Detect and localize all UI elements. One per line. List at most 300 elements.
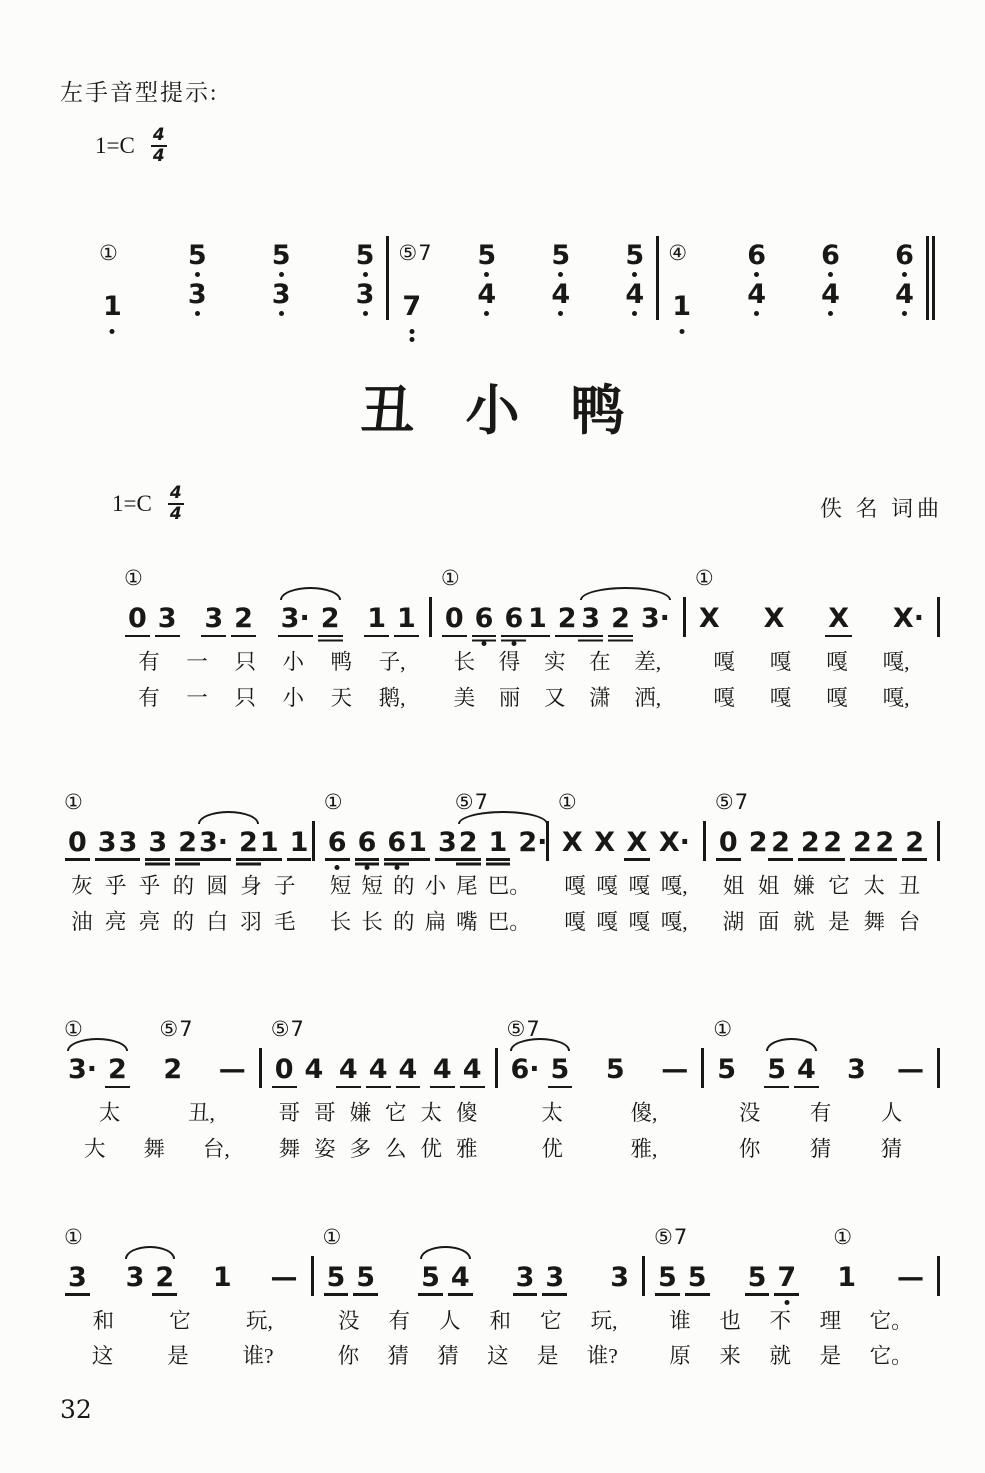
note [326, 1261, 347, 1293]
note-group [398, 240, 433, 322]
lyric-row-verse2 [314, 1344, 643, 1369]
lyric-syllable: 太 [98, 1101, 121, 1126]
note [510, 1054, 541, 1086]
note [846, 1054, 867, 1086]
note [796, 1054, 817, 1086]
chord-marker: ① [833, 1224, 854, 1249]
note [458, 826, 479, 858]
note-value: 4 [450, 1261, 470, 1293]
note [218, 1054, 247, 1086]
lyric-syllable: 又 [543, 686, 566, 711]
note-value: 3 [118, 826, 138, 858]
stack-note: 5 [187, 239, 207, 271]
key-main-tonic: 1=C [112, 491, 152, 517]
chord-marker: ① [557, 789, 578, 814]
lyric-syllable: 嘎, [660, 873, 688, 898]
lyric-row-verse2 [55, 910, 312, 935]
note-value: 2 [771, 826, 790, 858]
lyric-syllable: 谁? [242, 1344, 274, 1369]
lyric-syllable: 嘎, [882, 686, 910, 711]
chord-stack [625, 239, 645, 320]
lyric-syllable: 它。 [869, 1308, 913, 1333]
stack-note: 6 [747, 239, 766, 271]
octave-dot [195, 272, 200, 277]
lyric-syllable: 丑 [898, 873, 921, 898]
octave-dot [511, 641, 516, 646]
note-group [654, 1224, 708, 1293]
note [67, 826, 88, 858]
end-barline [937, 821, 940, 861]
note-group [269, 1261, 298, 1293]
lyric-syllable: 有 [138, 686, 160, 711]
octave-dot [784, 1300, 789, 1305]
lyric-row-verse2 [686, 686, 937, 711]
octave-dot [363, 272, 368, 277]
lyric-syllable: 有 [138, 650, 160, 675]
stack-note: 6 [895, 239, 914, 271]
stack-note: 3 [187, 278, 207, 310]
note-value: 1 [488, 826, 508, 858]
lyric-syllable: 这 [91, 1344, 114, 1369]
note-value: 2 [557, 603, 577, 635]
lyric-syllable: 就 [793, 909, 815, 934]
lyric-syllable: 巴。 [487, 909, 531, 934]
note-value: 2 [458, 826, 478, 858]
lyric-syllable: 原 [669, 1344, 691, 1369]
note-group [827, 603, 850, 635]
octave-dot [902, 272, 907, 277]
note-value: 3 [545, 1261, 565, 1293]
lyric-syllable: 多 [349, 1136, 372, 1161]
note-value: 2 [155, 1261, 175, 1293]
lyric-syllable: 优 [420, 1136, 442, 1161]
octave-dot [902, 311, 907, 316]
note-value: 2 [108, 1054, 127, 1086]
note [605, 1054, 626, 1086]
note-value: 3 [437, 826, 457, 858]
lyric-syllable: 它 [169, 1308, 191, 1333]
lyric-syllable: 这 [487, 1344, 509, 1369]
meter-main-denominator: 4 [169, 503, 182, 524]
key-signature-main [112, 482, 184, 524]
note-value: 2 [800, 826, 820, 858]
lyric-syllable: 理 [819, 1308, 842, 1333]
note [658, 826, 691, 858]
note [896, 1054, 925, 1086]
note [770, 826, 791, 858]
note-group [322, 1224, 377, 1293]
note [162, 1054, 183, 1086]
stack-note: 4 [625, 278, 645, 310]
octave-dot [679, 329, 684, 334]
note-value: X· [892, 603, 924, 635]
note [203, 603, 224, 635]
lyric-syllable: 鸭 [330, 650, 353, 675]
lyric-syllable: 太 [541, 1101, 563, 1126]
note-value: 3 [68, 1261, 87, 1293]
lyric-syllable: 来 [719, 1344, 741, 1369]
note-group [833, 1224, 857, 1293]
note-group [713, 1017, 737, 1086]
note-value: 5 [687, 1261, 707, 1293]
lyric-syllable: 长 [453, 650, 476, 675]
note-value: 1 [103, 290, 122, 322]
note-group [323, 789, 407, 858]
note-group [747, 239, 766, 320]
octave-dot [335, 865, 340, 870]
note [401, 290, 422, 322]
note [561, 826, 584, 858]
lyric-syllable: 嘎 [564, 873, 586, 898]
lyric-syllable: 子, [378, 650, 406, 675]
system-row [90, 192, 935, 320]
note [177, 826, 198, 858]
note [610, 603, 631, 635]
lyric-syllable: 小 [282, 650, 305, 675]
lyric-syllable: 它 [540, 1308, 562, 1333]
chord-marker: ① [322, 1224, 343, 1249]
note [212, 1261, 233, 1293]
lyric-syllable: 实 [543, 650, 566, 675]
note [904, 826, 925, 858]
notes-row [432, 566, 683, 635]
octave-dot [409, 337, 414, 342]
lyric-syllable: 嘴 [456, 909, 478, 934]
note-group [506, 1017, 571, 1086]
lyric-syllable: 它 [828, 873, 850, 898]
lyric-row-verse2 [706, 910, 937, 935]
octave-dots [335, 865, 340, 870]
note [125, 1261, 146, 1293]
note-value: 0 [68, 826, 87, 858]
note [836, 1261, 857, 1293]
note-group [892, 603, 925, 635]
note-value: 3 [581, 603, 601, 635]
note [822, 826, 843, 858]
note-group [895, 239, 914, 320]
note-group [440, 566, 524, 635]
lyric-syllable: 猜 [437, 1344, 459, 1369]
lyric-syllable: 优 [541, 1136, 563, 1161]
note-value: 3 [97, 826, 117, 858]
system-row [55, 1018, 940, 1161]
note-value: 1 [259, 826, 279, 858]
lyric-syllable: 一 [186, 686, 208, 711]
lyric-syllable: 小 [282, 686, 305, 711]
octave-dots [364, 865, 369, 870]
slur-arc [125, 1246, 176, 1259]
note-value: X· [658, 826, 690, 858]
lyric-row-verse2 [55, 1137, 259, 1162]
note [147, 826, 168, 858]
note-group [770, 826, 821, 858]
lyric-syllable: 是 [536, 1344, 559, 1369]
lyric-row-verse1 [115, 650, 429, 675]
note [386, 826, 407, 858]
composer-credit: 佚 名 词曲 [819, 496, 943, 522]
lyric-syllable: 嘎 [628, 873, 651, 898]
final-barline [926, 236, 935, 320]
notes-row [55, 1017, 259, 1086]
note [557, 603, 578, 635]
note-value: 3· [198, 826, 229, 858]
lyric-syllable: 台 [898, 909, 921, 934]
lyric-syllable: 有 [809, 1101, 832, 1126]
meter-fraction-top [151, 127, 167, 166]
notes-row [704, 1017, 937, 1086]
lyric-syllable: 太 [863, 873, 885, 898]
chord-marker: ⑤7 [506, 1017, 541, 1042]
measure [704, 1018, 937, 1161]
note-group [338, 1054, 418, 1086]
chord-marker: ① [99, 240, 119, 265]
note [238, 826, 259, 858]
note-value: 5 [767, 1054, 786, 1086]
note-value: 0 [274, 1054, 294, 1086]
note-value: 1 [397, 603, 416, 635]
note-group [747, 1261, 798, 1293]
note [368, 1054, 389, 1086]
lyric-syllable: 嘎 [564, 909, 586, 934]
note [357, 826, 378, 858]
note [289, 826, 310, 858]
notes-row [55, 789, 312, 858]
note [776, 1261, 797, 1293]
note-value: 0 [718, 826, 738, 858]
note [396, 603, 417, 635]
lyric-syllable: 长 [329, 909, 352, 934]
system [55, 1226, 940, 1369]
note [747, 1261, 768, 1293]
lyric-syllable: 它 [385, 1101, 407, 1126]
lyric-row-verse2 [704, 1137, 937, 1162]
lyric-syllable: 就 [769, 1344, 791, 1369]
octave-dot [558, 311, 563, 316]
lyric-syllable: 嘎 [713, 650, 735, 675]
notes-row [686, 566, 937, 635]
note-value: 2 [823, 826, 843, 858]
note-value: 1 [408, 826, 427, 858]
note-value: 5 [356, 1261, 376, 1293]
lyric-syllable: 的 [392, 909, 415, 934]
page-number: 32 [60, 1395, 92, 1425]
lyric-syllable: 么 [385, 1136, 407, 1161]
note [420, 1261, 441, 1293]
note-value: 3 [148, 826, 168, 858]
note-value: 6· [510, 1054, 540, 1086]
note [488, 826, 509, 858]
measure [706, 791, 937, 934]
note-group [355, 239, 375, 320]
lyric-row-verse1 [498, 1101, 702, 1126]
note-value: 4 [398, 1054, 418, 1086]
lyric-syllable: 子 [274, 873, 296, 898]
lyric-syllable: 嘎 [628, 909, 651, 934]
measure [55, 1226, 311, 1369]
note [544, 1261, 565, 1293]
note-value: 4 [304, 1054, 324, 1086]
lyric-syllable: 短 [329, 873, 352, 898]
notes-row [55, 1224, 311, 1293]
measure [315, 791, 546, 934]
lyric-syllable: 湖 [722, 909, 745, 934]
system-row [115, 567, 940, 710]
note [102, 290, 123, 322]
note-group [218, 1054, 247, 1086]
note [550, 1054, 571, 1086]
meter-top-numerator: 4 [152, 125, 165, 145]
lyric-syllable: 乎 [104, 873, 127, 898]
note-value: 1 [527, 603, 547, 635]
slur-arc [280, 587, 341, 600]
stack-note: 4 [895, 278, 914, 310]
lyric-syllable: 姐 [722, 873, 745, 898]
note [503, 603, 524, 635]
lyric-syllable: 嘎 [713, 686, 735, 711]
note-group [658, 826, 691, 858]
measure [314, 1226, 643, 1369]
notes-row [115, 566, 429, 635]
lyric-syllable: 毛 [274, 909, 296, 934]
lyric-syllable: 的 [392, 873, 415, 898]
note-value: 2 [320, 603, 340, 635]
slur-arc [198, 811, 259, 824]
lyric-syllable: 圆 [206, 873, 228, 898]
lyric-row-verse2 [432, 686, 683, 711]
note [67, 1054, 98, 1086]
note-value: 6 [387, 826, 407, 858]
note [127, 603, 148, 635]
lyric-syllable: 舞 [143, 1136, 165, 1161]
lyric-syllable: 丽 [498, 686, 521, 711]
measure [645, 1226, 937, 1369]
note-group [407, 826, 458, 858]
octave-dot [632, 311, 637, 316]
lyric-syllable: 不 [769, 1308, 791, 1333]
lyric-syllable: 的 [172, 873, 195, 898]
note-group [822, 826, 873, 858]
meter-top-denominator: 4 [152, 145, 165, 166]
chord-marker: ① [64, 1224, 84, 1249]
note [157, 603, 178, 635]
note-group [580, 603, 671, 635]
note [304, 1054, 325, 1086]
meter-fraction-main [168, 482, 184, 524]
note-group [159, 1017, 194, 1086]
lyric-syllable: 长 [361, 909, 383, 934]
lyric-syllable: 大 [83, 1136, 106, 1161]
note [660, 1054, 689, 1086]
note-value: X [594, 826, 616, 858]
chord-marker: ⑤7 [654, 1224, 689, 1249]
note-value: X [698, 603, 720, 635]
lyric-row-verse2 [498, 1137, 702, 1162]
octave-dot [394, 865, 399, 870]
note-value: 6 [504, 603, 524, 635]
lyric-row-verse1 [262, 1101, 495, 1126]
note [432, 1054, 453, 1086]
notes-row [315, 789, 548, 858]
note [450, 1261, 471, 1293]
lyric-row-verse2 [315, 910, 546, 935]
system-row [55, 791, 940, 934]
note [763, 603, 786, 635]
lyric-syllable: 是 [828, 909, 850, 934]
note [274, 1054, 295, 1086]
chord-marker: ① [124, 566, 144, 591]
note [517, 826, 548, 858]
stack-note: 5 [477, 239, 497, 271]
lyric-syllable: 小 [424, 873, 447, 898]
note [593, 826, 616, 858]
lyric-syllable: 灰 [71, 873, 93, 898]
lyric-syllable: 嫌 [793, 873, 815, 898]
note [718, 826, 739, 858]
note [716, 1054, 737, 1086]
note-value: 2· [518, 826, 548, 858]
note-value: 4 [462, 1054, 482, 1086]
octave-dots [679, 329, 684, 334]
note [444, 603, 465, 635]
lyric-row-verse1 [314, 1309, 643, 1334]
measure [55, 791, 312, 934]
lyric-syllable: 白 [206, 909, 228, 934]
lyric-syllable: 只 [234, 686, 256, 711]
score-systems [55, 567, 940, 1369]
note-group [515, 1261, 566, 1293]
note-group [874, 826, 925, 858]
note [355, 1261, 376, 1293]
note [474, 603, 495, 635]
note-value: 2 [748, 826, 768, 858]
note-group [124, 566, 178, 635]
lyric-syllable: 嘎 [826, 650, 848, 675]
note [97, 826, 118, 858]
lyric-syllable: 嘎 [596, 873, 618, 898]
lyric-syllable: 乎 [138, 873, 161, 898]
note-group [64, 1224, 88, 1293]
note-value: — [896, 1261, 924, 1293]
note [327, 826, 348, 858]
lyric-syllable: 也 [719, 1308, 741, 1333]
note-value: X [626, 826, 648, 858]
note [154, 1261, 175, 1293]
notes-row [90, 239, 386, 322]
note-group [212, 1261, 233, 1293]
note-value: 3 [204, 603, 224, 635]
lyric-syllable: 玩, [590, 1308, 618, 1333]
stack-note: 3 [355, 278, 375, 310]
note-value: 6 [357, 826, 377, 858]
left-hand-hint-label: 左手音型提示: [60, 80, 219, 105]
note-value: X [561, 826, 583, 858]
lyric-syllable: 谁 [669, 1308, 691, 1333]
end-barline [937, 597, 940, 637]
note-group [660, 1054, 689, 1086]
note-value: 1 [212, 1261, 232, 1293]
octave-dot [409, 329, 414, 334]
note [896, 1261, 925, 1293]
octave-dot [364, 865, 369, 870]
note-value: 3 [610, 1261, 629, 1293]
note-value: 4 [797, 1054, 816, 1086]
measure [389, 192, 656, 320]
note-value: 3 [515, 1261, 535, 1293]
note-value: 2 [163, 1054, 183, 1086]
stack-note: 4 [551, 278, 571, 310]
note-value: 1 [289, 826, 309, 858]
lyric-syllable: 是 [167, 1344, 189, 1369]
